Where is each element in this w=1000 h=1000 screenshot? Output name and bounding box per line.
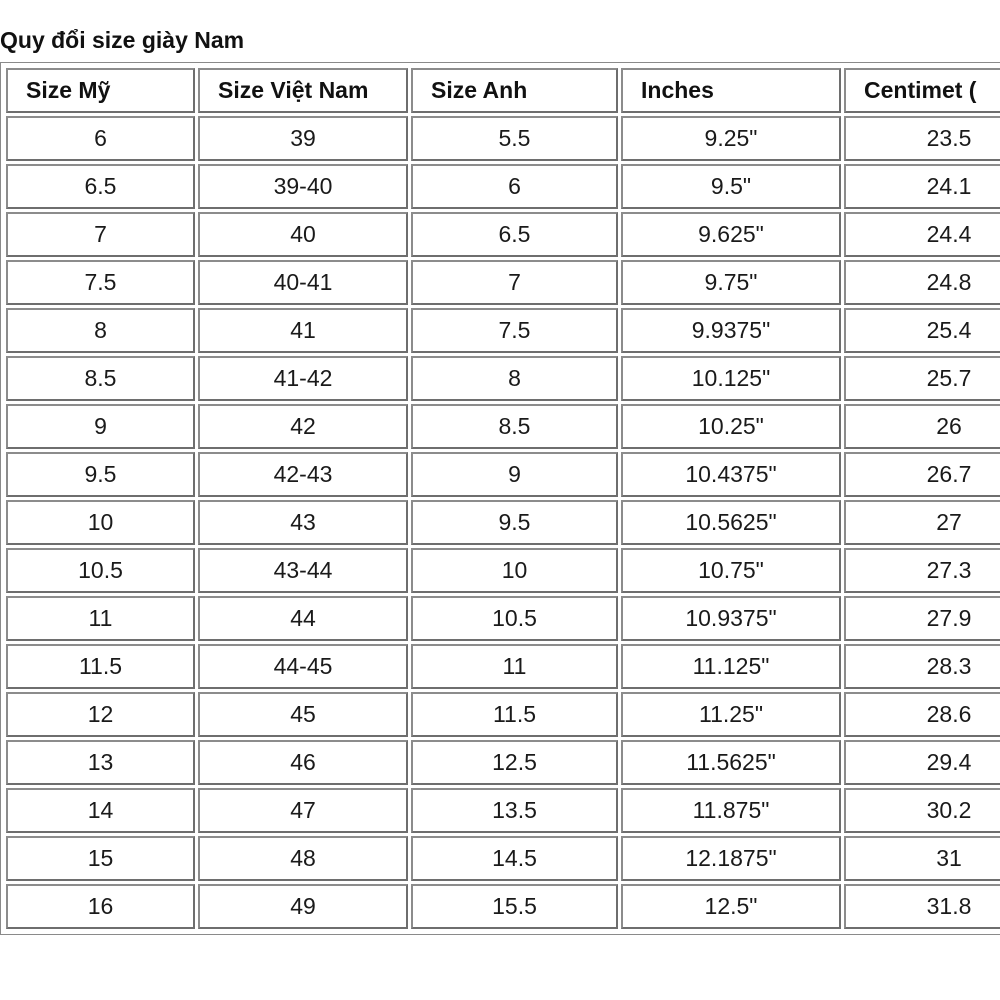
cell-inches: 10.4375" xyxy=(621,452,841,497)
cell-inches: 12.5" xyxy=(621,884,841,929)
cell-centimet: 30.2 xyxy=(844,788,1000,833)
cell-inches: 10.9375" xyxy=(621,596,841,641)
table-body xyxy=(6,116,1000,929)
cell-size-vn: 47 xyxy=(198,788,408,833)
cell-size-uk: 11.5 xyxy=(411,692,618,737)
cell-size-us: 7 xyxy=(6,212,195,257)
cell-inches: 11.875" xyxy=(621,788,841,833)
cell-size-vn: 46 xyxy=(198,740,408,785)
cell-size-uk: 8.5 xyxy=(411,404,618,449)
table-row xyxy=(6,356,1000,401)
cell-size-uk: 9.5 xyxy=(411,500,618,545)
cell-size-us: 11 xyxy=(6,596,195,641)
cell-centimet: 24.4 xyxy=(844,212,1000,257)
cell-inches: 9.25" xyxy=(621,116,841,161)
cell-centimet: 26 xyxy=(844,404,1000,449)
cell-size-vn: 39-40 xyxy=(198,164,408,209)
cell-size-us: 9.5 xyxy=(6,452,195,497)
cell-inches: 11.5625" xyxy=(621,740,841,785)
cell-size-vn: 40-41 xyxy=(198,260,408,305)
cell-size-uk: 9 xyxy=(411,452,618,497)
cell-inches: 10.25" xyxy=(621,404,841,449)
cell-centimet: 29.4 xyxy=(844,740,1000,785)
cell-inches: 11.25" xyxy=(621,692,841,737)
cell-size-us: 16 xyxy=(6,884,195,929)
cell-size-vn: 43 xyxy=(198,500,408,545)
cell-size-uk: 10.5 xyxy=(411,596,618,641)
cell-size-us: 10.5 xyxy=(6,548,195,593)
cell-size-us: 6 xyxy=(6,116,195,161)
header-size-uk: Size Anh xyxy=(411,68,618,113)
cell-centimet: 27 xyxy=(844,500,1000,545)
cell-size-uk: 5.5 xyxy=(411,116,618,161)
cell-size-vn: 42 xyxy=(198,404,408,449)
cell-size-vn: 48 xyxy=(198,836,408,881)
cell-inches: 10.125" xyxy=(621,356,841,401)
cell-inches: 12.1875" xyxy=(621,836,841,881)
cell-size-us: 15 xyxy=(6,836,195,881)
table-row xyxy=(6,644,1000,689)
page-title: Quy đổi size giày Nam xyxy=(0,27,245,53)
cell-centimet: 26.7 xyxy=(844,452,1000,497)
cell-inches: 9.75" xyxy=(621,260,841,305)
cell-size-uk: 11 xyxy=(411,644,618,689)
cell-size-vn: 49 xyxy=(198,884,408,929)
cell-size-us: 13 xyxy=(6,740,195,785)
cell-size-us: 11.5 xyxy=(6,644,195,689)
table-row xyxy=(6,260,1000,305)
cell-size-uk: 13.5 xyxy=(411,788,618,833)
table-row xyxy=(6,836,1000,881)
table-row xyxy=(6,164,1000,209)
cell-size-us: 12 xyxy=(6,692,195,737)
cell-size-uk: 15.5 xyxy=(411,884,618,929)
size-table-container xyxy=(0,62,1000,935)
cell-size-us: 8 xyxy=(6,308,195,353)
cell-size-uk: 6 xyxy=(411,164,618,209)
cell-centimet: 24.8 xyxy=(844,260,1000,305)
cell-inches: 10.5625" xyxy=(621,500,841,545)
table-row xyxy=(6,500,1000,545)
cell-size-vn: 39 xyxy=(198,116,408,161)
cell-size-vn: 42-43 xyxy=(198,452,408,497)
cell-size-vn: 44 xyxy=(198,596,408,641)
cell-centimet: 24.1 xyxy=(844,164,1000,209)
cell-size-us: 8.5 xyxy=(6,356,195,401)
header-centimet: Centimet ( xyxy=(844,68,1000,113)
cell-centimet: 23.5 xyxy=(844,116,1000,161)
cell-centimet: 27.9 xyxy=(844,596,1000,641)
cell-size-vn: 44-45 xyxy=(198,644,408,689)
table-header-row xyxy=(6,68,1000,113)
cell-size-uk: 8 xyxy=(411,356,618,401)
header-size-vn: Size Việt Nam xyxy=(198,68,408,113)
size-conversion-table xyxy=(3,65,1000,932)
table-row xyxy=(6,740,1000,785)
table-row xyxy=(6,548,1000,593)
cell-inches: 9.9375" xyxy=(621,308,841,353)
header-size-us: Size Mỹ xyxy=(6,68,195,113)
cell-inches: 11.125" xyxy=(621,644,841,689)
header-inches: Inches xyxy=(621,68,841,113)
cell-size-uk: 10 xyxy=(411,548,618,593)
cell-size-uk: 6.5 xyxy=(411,212,618,257)
cell-size-vn: 45 xyxy=(198,692,408,737)
cell-size-uk: 7.5 xyxy=(411,308,618,353)
cell-size-us: 9 xyxy=(6,404,195,449)
cell-size-uk: 12.5 xyxy=(411,740,618,785)
cell-size-vn: 41 xyxy=(198,308,408,353)
cell-centimet: 31.8 xyxy=(844,884,1000,929)
cell-size-uk: 14.5 xyxy=(411,836,618,881)
table-row xyxy=(6,452,1000,497)
cell-inches: 10.75" xyxy=(621,548,841,593)
cell-inches: 9.5" xyxy=(621,164,841,209)
table-row xyxy=(6,788,1000,833)
cell-centimet: 28.3 xyxy=(844,644,1000,689)
cell-size-vn: 43-44 xyxy=(198,548,408,593)
table-row xyxy=(6,116,1000,161)
cell-size-vn: 41-42 xyxy=(198,356,408,401)
cell-centimet: 25.4 xyxy=(844,308,1000,353)
table-row xyxy=(6,212,1000,257)
table-row xyxy=(6,404,1000,449)
cell-size-vn: 40 xyxy=(198,212,408,257)
cell-size-us: 10 xyxy=(6,500,195,545)
cell-size-uk: 7 xyxy=(411,260,618,305)
cell-size-us: 14 xyxy=(6,788,195,833)
cell-inches: 9.625" xyxy=(621,212,841,257)
cell-centimet: 31 xyxy=(844,836,1000,881)
table-row xyxy=(6,308,1000,353)
table-row xyxy=(6,692,1000,737)
cell-centimet: 27.3 xyxy=(844,548,1000,593)
cell-centimet: 25.7 xyxy=(844,356,1000,401)
table-row xyxy=(6,884,1000,929)
cell-centimet: 28.6 xyxy=(844,692,1000,737)
table-row xyxy=(6,596,1000,641)
cell-size-us: 7.5 xyxy=(6,260,195,305)
cell-size-us: 6.5 xyxy=(6,164,195,209)
